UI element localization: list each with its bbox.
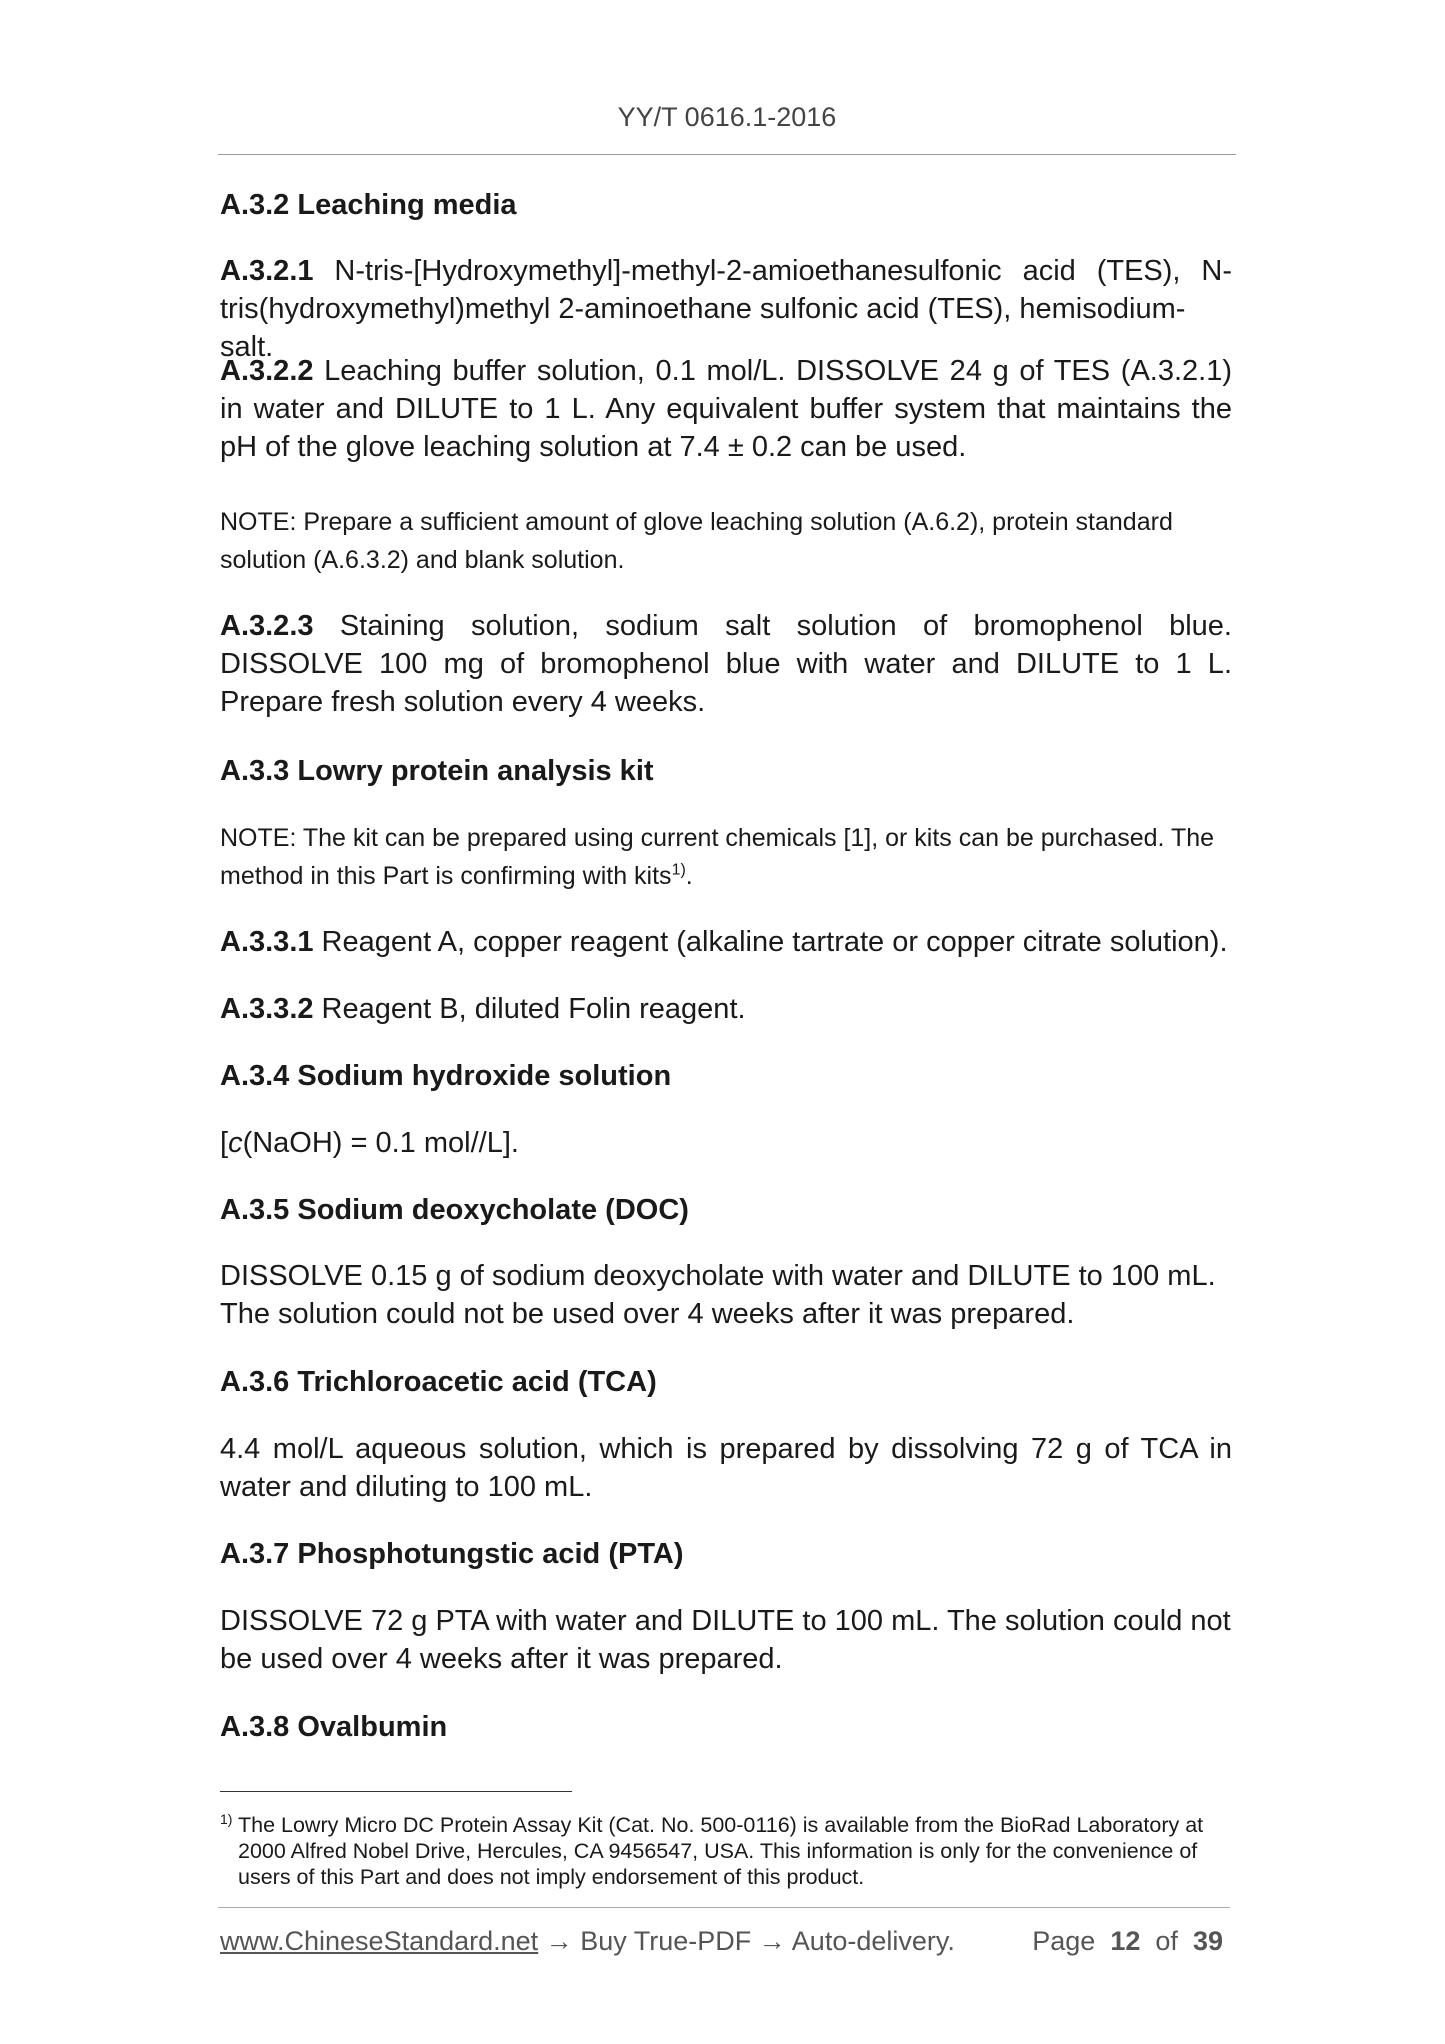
clause-text: Staining solution, sodium salt solution of bromophenol blue. DISSOLVE 100 mg of bromophenol blue with water and DILUTE to 1 L. Prepare fresh solution every 4 weeks. bbox=[220, 610, 1232, 718]
note-text: NOTE: The kit can be prepared using current chemicals [1], or kits can be purchased. The method in this Part is confirming with kits bbox=[220, 824, 1215, 890]
para-a321-line1 bbox=[220, 252, 1232, 290]
footnote bbox=[220, 1812, 1232, 1890]
para-a321-line2: tris(hydroxymethyl)methyl 2-aminoethane sulfonic acid (TES), hemisodium-salt. bbox=[220, 293, 1186, 363]
auto-delivery-text: Auto-delivery. bbox=[791, 1926, 955, 1956]
arrow-icon: → bbox=[545, 1926, 573, 1956]
para-a37: DISSOLVE 72 g PTA with water and DILUTE to 100 mL. The solution could not be used over 4 weeks after it was prepared. bbox=[220, 1605, 1231, 1675]
para-a35: DISSOLVE 0.15 g of sodium deoxycholate with water and DILUTE to 100 mL. The solution could not be used over 4 weeks after it was prepared. bbox=[220, 1260, 1216, 1330]
para-a331 bbox=[220, 923, 1232, 961]
note-end: . bbox=[685, 862, 693, 890]
clause-text: N-tris-[Hydroxymethyl]-methyl-2-amioethanesulfonic acid (TES), N- bbox=[313, 255, 1232, 287]
current-page: 12 bbox=[1110, 1926, 1141, 1956]
clause-number: A.3.2.2 bbox=[220, 355, 314, 387]
para-a332 bbox=[220, 990, 1232, 1028]
page-label: Page bbox=[1032, 1926, 1096, 1956]
footer-promo bbox=[220, 1926, 955, 1957]
buy-true-pdf-text: Buy True-PDF bbox=[580, 1926, 752, 1956]
arrow-icon: → bbox=[758, 1926, 786, 1956]
para-a36: 4.4 mol/L aqueous solution, which is prepared by dissolving 72 g of TCA in water and diluting to 100 mL. bbox=[220, 1433, 1232, 1503]
para-a322 bbox=[220, 352, 1232, 466]
total-pages: 39 bbox=[1192, 1926, 1223, 1956]
clause-number: A.3.2.1 bbox=[220, 255, 314, 287]
note-lowry-kit bbox=[220, 819, 1232, 895]
section-a32-heading: A.3.2 Leaching media bbox=[220, 189, 517, 221]
bracket: [ bbox=[220, 1127, 229, 1159]
section-a36-heading: A.3.6 Trichloroacetic acid (TCA) bbox=[220, 1366, 657, 1398]
section-a37-heading: A.3.7 Phosphotungstic acid (PTA) bbox=[220, 1538, 684, 1570]
footnote-text: The Lowry Micro DC Protein Assay Kit (Cat. No. 500-0116) is available from the BioRad Laboratory at 2000 Alfred Nobel Drive, Hercules, CA 9456547, USA. This information is only for the convenience of users of this Part and does not imply endorsement of this product. bbox=[238, 1813, 1204, 1889]
concentration-symbol: c bbox=[228, 1127, 243, 1159]
para-a321 bbox=[220, 252, 1232, 366]
footer-divider bbox=[218, 1907, 1230, 1908]
page-number bbox=[1032, 1926, 1223, 1957]
section-a38-heading: A.3.8 Ovalbumin bbox=[220, 1711, 448, 1743]
header-divider bbox=[218, 154, 1236, 155]
footnote-divider bbox=[220, 1791, 572, 1792]
footnote-reference: 1) bbox=[671, 861, 686, 879]
clause-number: A.3.3.1 bbox=[220, 926, 314, 958]
clause-text: Reagent A, copper reagent (alkaline tartrate or copper citrate solution). bbox=[313, 926, 1228, 958]
clause-text: Leaching buffer solution, 0.1 mol/L. DISSOLVE 24 g of TES (A.3.2.1) in water and DILUTE to 1 L. Any equivalent buffer system that maintains the pH of the glove leaching solution at 7.4 ± 0.2 can be used. bbox=[220, 355, 1232, 463]
section-a35-heading: A.3.5 Sodium deoxycholate (DOC) bbox=[220, 1194, 689, 1226]
section-a33-heading: A.3.3 Lowry protein analysis kit bbox=[220, 755, 654, 787]
section-a34-heading: A.3.4 Sodium hydroxide solution bbox=[220, 1060, 672, 1092]
clause-number: A.3.2.3 bbox=[220, 610, 314, 642]
clause-text: Reagent B, diluted Folin reagent. bbox=[313, 993, 746, 1025]
clause-number: A.3.3.2 bbox=[220, 993, 314, 1025]
chinese-standard-link[interactable]: www.ChineseStandard.net bbox=[220, 1926, 539, 1956]
document-id-header: YY/T 0616.1-2016 bbox=[617, 102, 837, 132]
note-leaching-solution: NOTE: Prepare a sufficient amount of glove leaching solution (A.6.2), protein standard solution (A.6.3.2) and blank solution. bbox=[220, 508, 1173, 574]
para-a323 bbox=[220, 607, 1232, 721]
footnote-marker: 1) bbox=[220, 1811, 233, 1827]
para-a34-concentration bbox=[220, 1124, 1232, 1162]
of-label: of bbox=[1155, 1926, 1178, 1956]
concentration-value: (NaOH) = 0.1 mol//L]. bbox=[242, 1127, 519, 1159]
